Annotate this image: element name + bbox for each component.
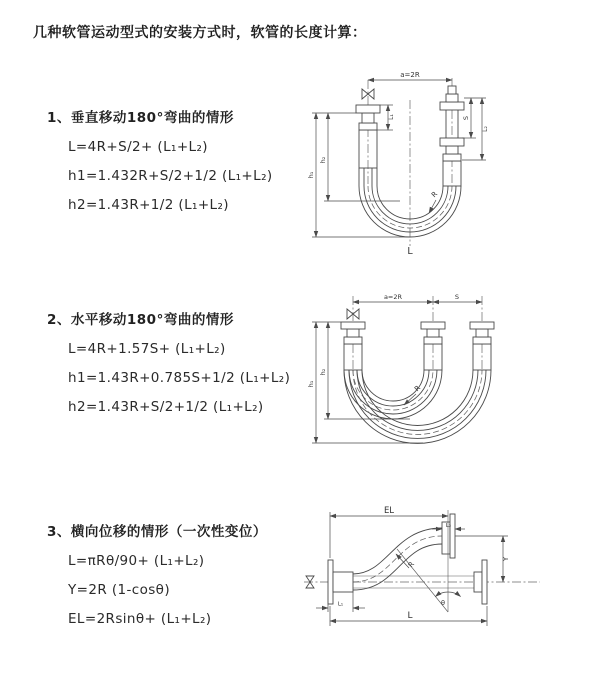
formula-line: EL=2Rsinθ+ (L₁+L₂) <box>68 611 212 627</box>
fitting <box>344 337 362 344</box>
flange <box>470 322 494 329</box>
section-2-heading: 2、水平移动180°弯曲的情形 <box>47 312 234 328</box>
fitting <box>443 154 461 161</box>
dim-label-l: L <box>407 611 413 621</box>
section-1-heading: 1、垂直移动180°弯曲的情形 <box>47 110 234 126</box>
hose-wall <box>353 544 442 590</box>
hose-arc <box>344 370 442 419</box>
dim-label-h2: h₂ <box>319 156 327 164</box>
dim-label-l1: L₁ <box>388 114 395 120</box>
formula-line: Y=2R (1-cosθ) <box>68 582 170 598</box>
section-lateral-displacement <box>47 520 267 627</box>
section-3-heading: 3、横向位移的情形（一次性变位） <box>47 524 267 540</box>
dim-label-h1: h₁ <box>307 380 315 388</box>
hose-centerline <box>353 536 442 582</box>
formula-line: h1=1.43R+0.785S+1/2 (L₁+L₂) <box>68 370 291 386</box>
fitting <box>359 123 377 130</box>
flange <box>328 560 333 604</box>
fitting <box>476 329 488 337</box>
flange <box>440 138 464 146</box>
dim-label-a2r: a=2R <box>400 71 420 79</box>
formula-line: h2=1.43R+S/2+1/2 (L₁+L₂) <box>68 399 264 415</box>
dim-label-l1: L₁ <box>337 601 344 608</box>
hose-arc-displaced <box>349 370 486 438</box>
fitting <box>333 572 353 592</box>
fitting <box>474 572 482 592</box>
fitting <box>446 146 458 154</box>
flange <box>356 105 380 113</box>
diagram-horizontal-180-bend <box>298 286 533 466</box>
fitting <box>427 329 439 337</box>
dim-label-y: Y <box>502 556 510 562</box>
flange <box>421 322 445 329</box>
hose-arc-displaced <box>357 370 478 430</box>
section-vertical-180 <box>47 106 273 213</box>
fitting <box>448 86 456 94</box>
dim-label-r: R <box>430 190 440 200</box>
dim-label-l2: L₂ <box>482 126 489 132</box>
dim-label-a2r: a=2R <box>383 293 403 301</box>
dim-label-s: S <box>462 115 470 121</box>
dim-label-r: R <box>406 560 417 570</box>
dim-label-s: S <box>454 293 460 301</box>
formula-line: h2=1.43R+1/2 (L₁+L₂) <box>68 197 229 213</box>
page-title: 几种软管运动型式的安装方式时，软管的长度计算： <box>33 25 367 41</box>
fitting <box>347 329 359 337</box>
dim-label-r: R <box>413 384 423 394</box>
dim-label-h2: h₂ <box>319 368 327 376</box>
flange <box>450 514 455 558</box>
formula-line: L=4R+1.57S+ (L₁+L₂) <box>68 341 226 357</box>
hose-wall <box>353 528 442 574</box>
angle-arc <box>435 592 448 597</box>
dim-label-el: EL <box>383 506 395 516</box>
radius-leader <box>429 200 436 213</box>
diagram-lateral-displacement <box>298 500 553 650</box>
dim-label-theta: θ <box>441 599 445 607</box>
formula-line: L=πRθ/90+ (L₁+L₂) <box>68 553 205 569</box>
flange <box>341 322 365 329</box>
fitting <box>424 337 442 344</box>
section-horizontal-180 <box>47 308 290 415</box>
fitting <box>473 337 491 344</box>
flange <box>482 560 487 604</box>
formula-line: h1=1.432R+S/2+1/2 (L₁+L₂) <box>68 168 273 184</box>
fitting <box>446 94 458 102</box>
dim-label-l2: L₂ <box>445 523 452 529</box>
fitting <box>362 113 374 123</box>
diagram-vertical-180-bend <box>300 68 530 258</box>
dim-label-l: L <box>407 246 413 257</box>
angle-arc <box>448 592 461 597</box>
flange <box>440 102 464 110</box>
dim-label-h1: h₁ <box>307 171 315 179</box>
formula-line: L=4R+S/2+ (L₁+L₂) <box>68 139 208 155</box>
